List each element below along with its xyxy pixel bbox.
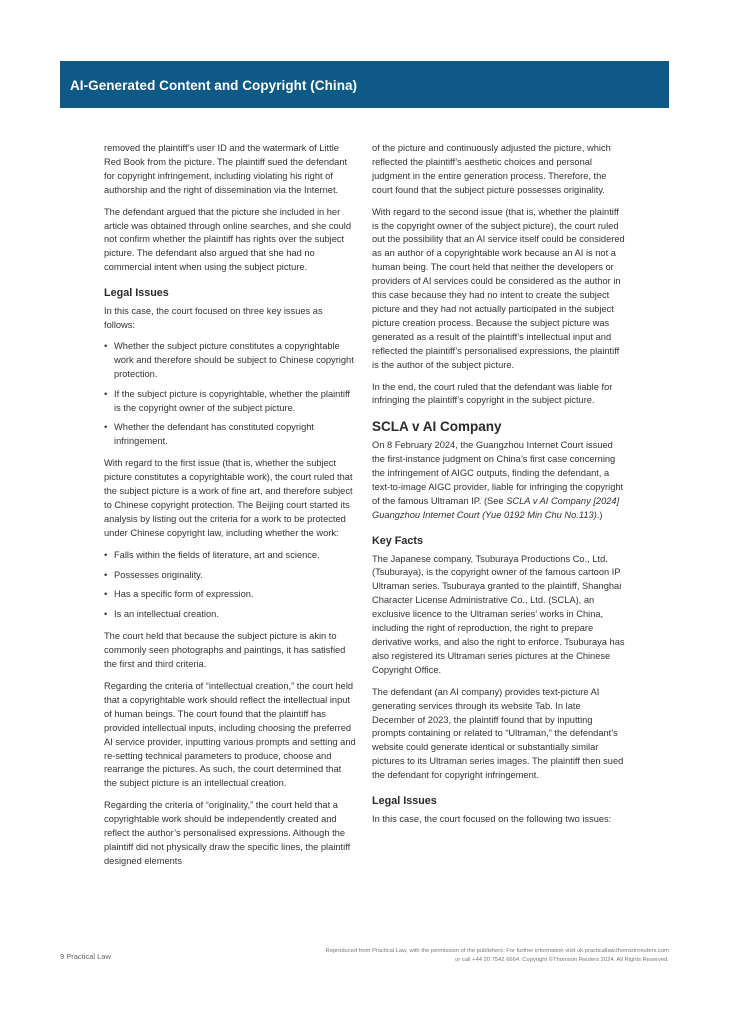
issues-list (104, 340, 356, 449)
paragraph: The defendant (an AI company) provides text-picture AI generating services through its website Tab. In late December of 2023, the plaintiff found that by inputting prompts containing or related to “Ultraman,” the defendant’s website could generate identical or substantially similar pictures to its Ultraman series images. The plaintiff then sued the defendant for copyright infringement. (372, 686, 624, 781)
case-heading: SCLA v AI Company (372, 419, 502, 435)
paragraph-text: .) (596, 509, 603, 520)
paragraph: With regard to the second issue (that is, whether the plaintiff is the copyright owner of the subject picture), the court ruled out the possibility that an AI service itself could be considered as an author of a copyrightable work because an AI is not a human being. The court held that neither the developers or providers of AI services could be considered as the author in this case because they had no intent to create the subject picture and they had not actually participated in the subject picture creation process. Because the subject picture was generated as a result of the plaintiff’s intellectual input and reflected the plaintiff’s personalised expressions, the plaintiff is the author of the subject picture. (372, 206, 625, 370)
paragraph: The court held that because the subject picture is akin to commonly seen photographs and paintings, it has satisfied the first and third criteria. (104, 631, 346, 670)
copyright-line: or call +44 20 7542 6664. Copyright ©Thomson Reuters 2024. All Rights Reserved. (455, 957, 669, 964)
paragraph: The defendant argued that the picture she included in her article was obtained through online searches, and she could not confirm whether the plaintiff has rights over the subject picture. The defendant also argued that she had no commercial intent when using the subject picture. (104, 206, 352, 273)
paragraph (372, 439, 625, 522)
list-item: • Falls within the fields of literature, art and science. (104, 549, 356, 563)
page-title: AI-Generated Content and Copyright (China) (70, 78, 358, 93)
section-heading-legal-issues: Legal Issues (104, 287, 169, 300)
list-item: • Is an intellectual creation. (104, 608, 356, 622)
left-column (104, 142, 356, 877)
paragraph: In this case, the court focused on the following two issues: (372, 813, 612, 824)
list-item: • If the subject picture is copyrightable, whether the plaintiff is the copyright owner of the subject picture. (104, 388, 356, 416)
header-banner (60, 61, 669, 108)
paragraph: Regarding the criteria of “intellectual creation,” the court held that a copyrightable work should reflect the intellectual input of human beings. The court found that the plaintiff has provided intellectual inputs, including choosing the preferred AI service provider, inputting various prompts and setting and re-setting technical parameters to produce, choose and rearrange the pictures. As such, the court determined that the subject picture is an intellectual creation. (104, 681, 356, 789)
section-heading-key-facts: Key Facts (372, 534, 424, 547)
paragraph: With regard to the first issue (that is, whether the subject picture constitutes a copyrightable work), the court ruled that the subject picture is a work of fine art, and therefore subject to Chinese copyright protection. The Beijing court started its analysis by listing out the criteria for a work to be protected under Chinese copyright law, including whether the work: (104, 458, 353, 538)
right-column (372, 142, 625, 835)
paragraph: In this case, the court focused on three key issues as follows: (104, 306, 323, 330)
paragraph: In the end, the court ruled that the defendant was liable for infringing the plaintiff’s copyright in the subject picture. (372, 381, 613, 406)
copyright-notice (239, 947, 669, 965)
criteria-list (104, 549, 356, 623)
list-item: • Has a specific form of expression. (104, 588, 356, 602)
paragraph: The Japanese company, Tsuburaya Productions Co., Ltd. (Tsuburaya), is the copyright owner of the famous cartoon IP Ultraman series. Tsuburaya granted to the plaintiff, Shanghai Character License Administrative Co., Ltd. (SCLA), an exclusive licence to the Ultraman series’ works in China, including the right of reproduction, the right to prepare derivative works, and also the right to enforce. Tsuburaya has also registered its Ultraman series pictures at the Chinese Copyright Office. (372, 553, 625, 675)
list-item: • Possesses originality. (104, 569, 356, 583)
list-item: • Whether the defendant has constituted copyright infringement. (104, 421, 356, 449)
paragraph: removed the plaintiff’s user ID and the watermark of Little Red Book from the picture. The plaintiff sued the defendant for copyright infringement, including violating his right of authorship and the right of dissemination via the Internet. (104, 143, 348, 195)
page-number: 9 Practical Law (60, 952, 111, 961)
case-citation: SCLA v AI Company [2024] Guangzhou Internet Court (Yue 0192 Min Chu No.113) (372, 495, 620, 520)
paragraph: of the picture and continuously adjusted the picture, which reflected the plaintiff’s aesthetic choices and personal judgment in the entire generation process. Therefore, the court found that the subject picture possesses originality. (372, 143, 611, 195)
list-item: • Whether the subject picture constitutes a copyrightable work and therefore should be subject to Chinese copyright protection. (104, 340, 356, 382)
paragraph-text: On 8 February 2024, the Guangzhou Internet Court issued the first-instance judgment on China’s first case concerning the infringement of AIGC outputs, finding the defendant, a text-to-image AIGC provider, liable for infringing the copyright of the famous Ultraman IP. (See (372, 440, 624, 506)
paragraph: Regarding the criteria of “originality,” the court held that a copyrightable work should be independently created and reflect the author’s personalised expressions. Although the plaintiff did not physically draw the specific lines, the plaintiff designed elements (104, 800, 351, 866)
section-heading-legal-issues: Legal Issues (372, 795, 437, 808)
copyright-line: Reproduced from Practical Law, with the permission of the publishers. For further information visit uk.practicallaw.thomsonreuters.com (325, 948, 669, 954)
